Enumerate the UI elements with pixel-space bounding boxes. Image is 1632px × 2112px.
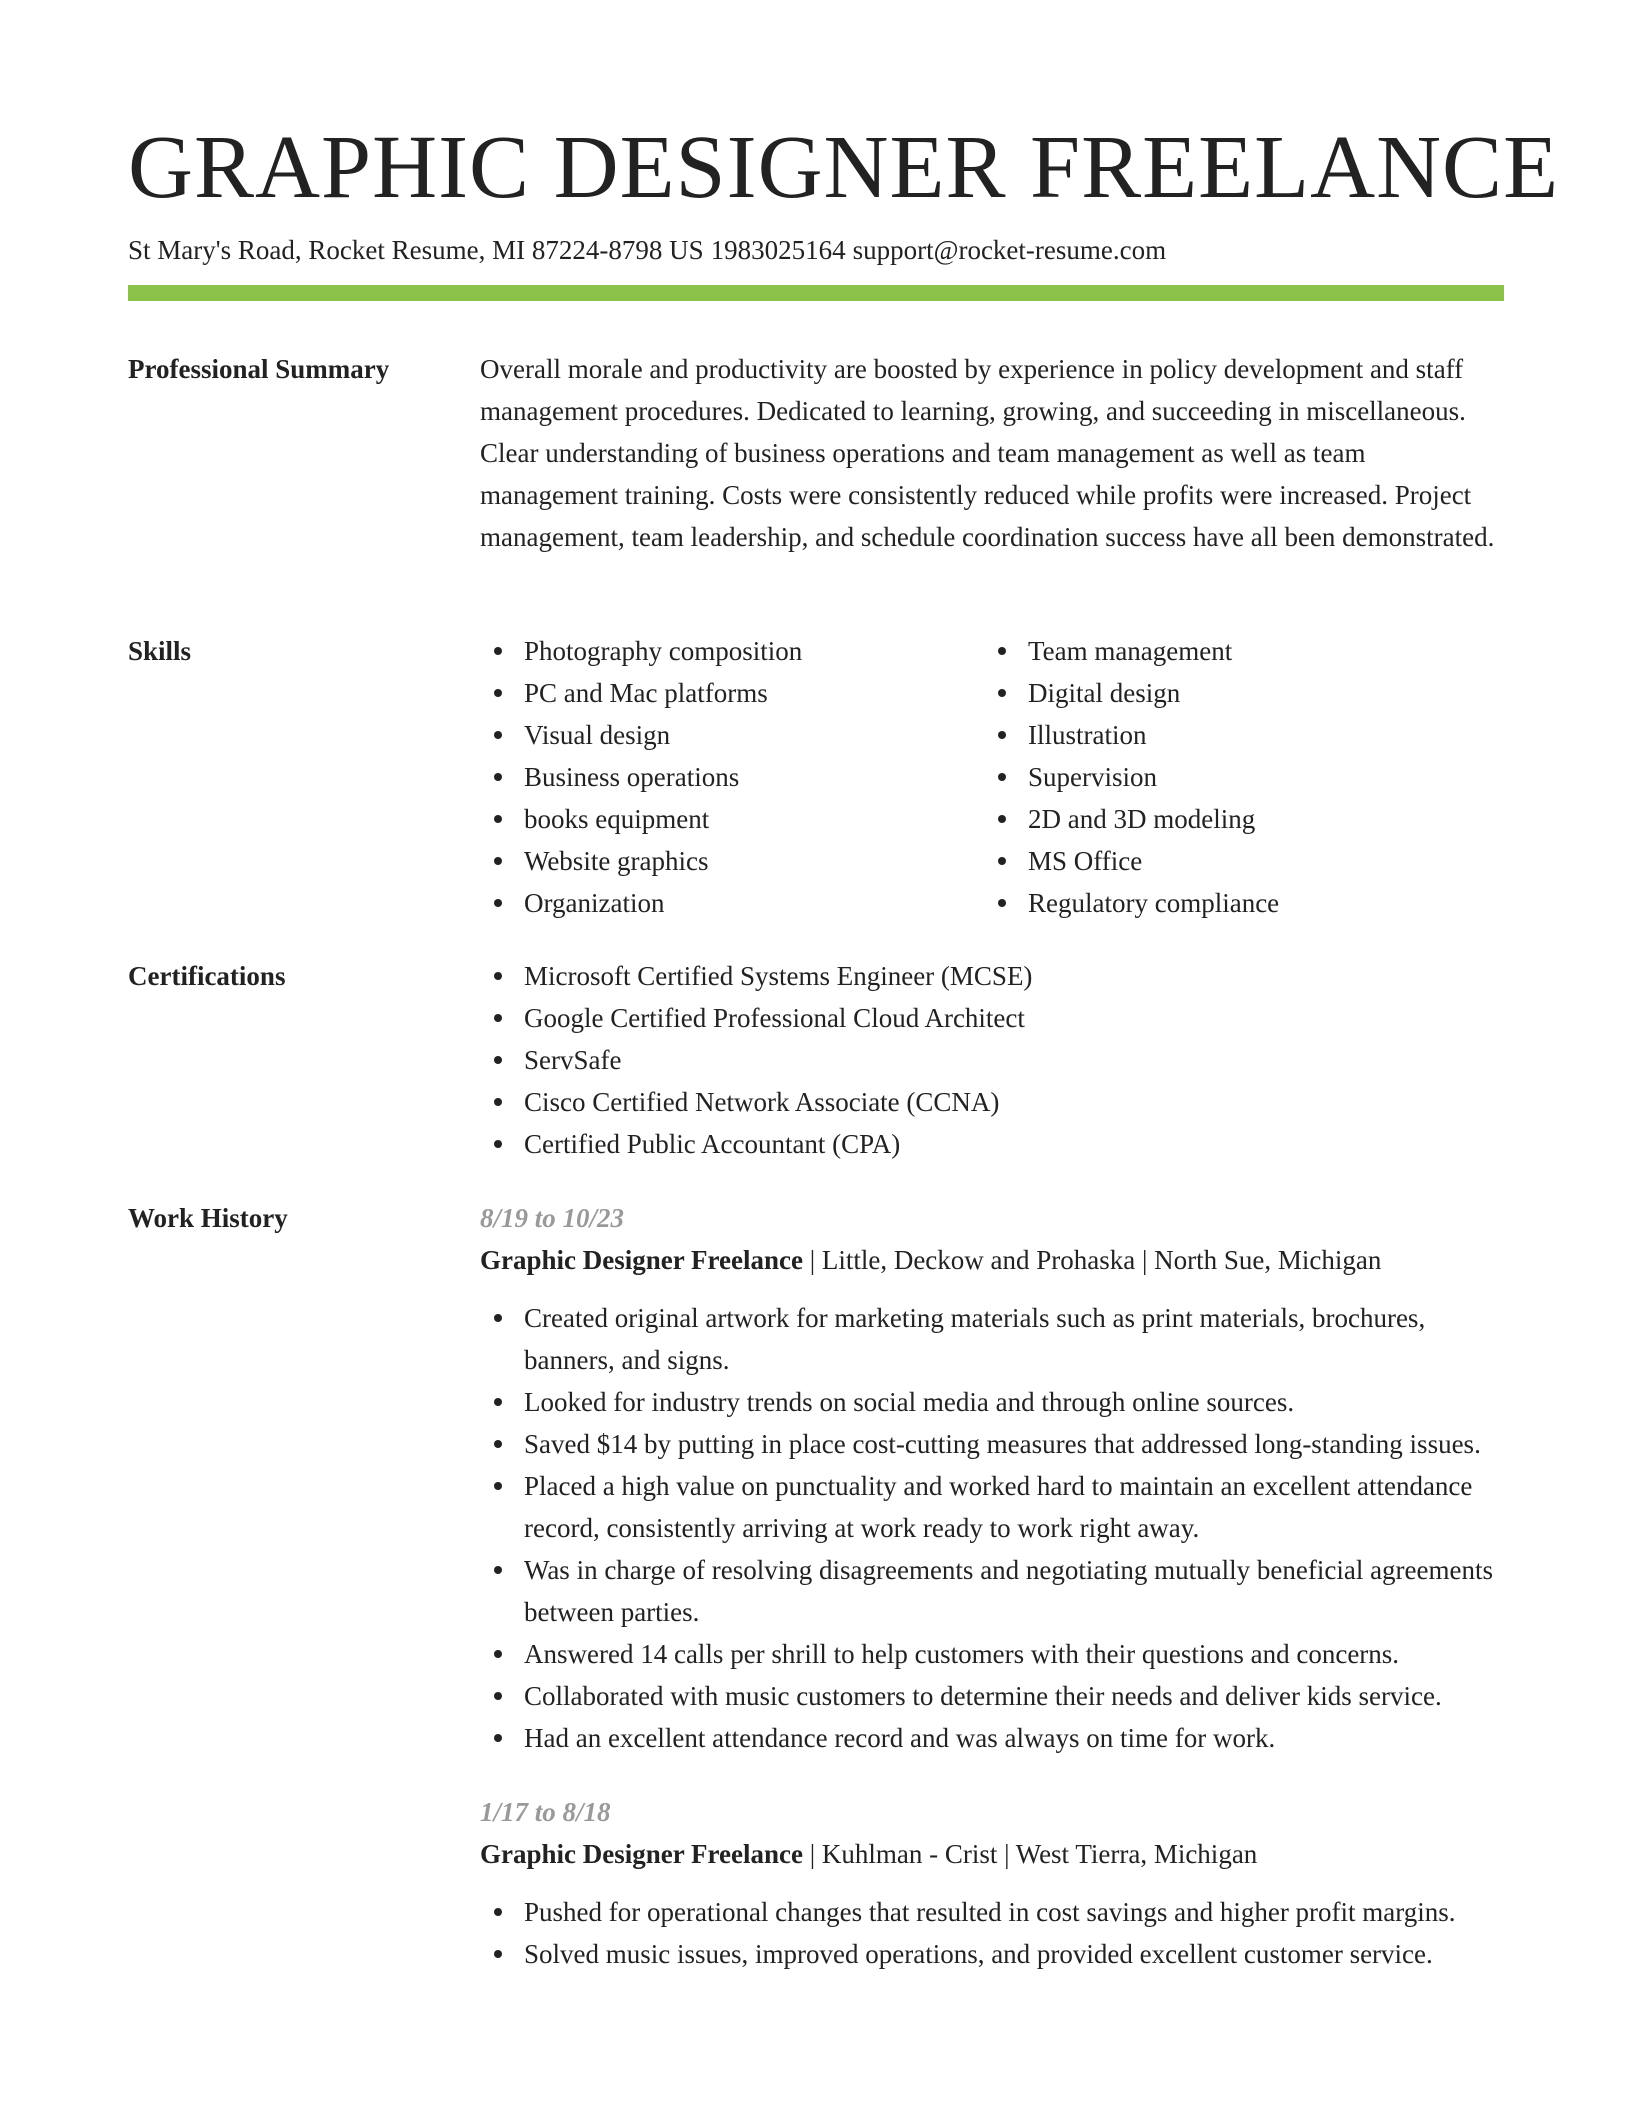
section-title-certifications: Certifications <box>128 961 286 991</box>
job-entry <box>480 1197 1504 1759</box>
skill-item: 2D and 3D modeling <box>984 798 1488 840</box>
job-details: | Kuhlman - Crist | West Tierra, Michigan <box>802 1839 1258 1869</box>
resume-name: GRAPHIC DESIGNER FREELANCE <box>128 118 1560 217</box>
section-title-skills: Skills <box>128 636 192 666</box>
job-bullet: Solved music issues, improved operations, and provided excellent customer service. <box>480 1933 1504 1975</box>
skill-item: Organization <box>480 882 984 924</box>
job-entry <box>480 1791 1504 1975</box>
job-bullet: Answered 14 calls per shrill to help customers with their questions and concerns. <box>480 1633 1504 1675</box>
job-bullets <box>480 1297 1504 1759</box>
job-bullet: Placed a high value on punctuality and worked hard to maintain an excellent attendance record, consistently arriving at work ready to work right away. <box>480 1465 1504 1549</box>
job-heading <box>480 1239 1504 1281</box>
skill-item: Illustration <box>984 714 1488 756</box>
skills-list <box>480 630 1504 924</box>
job-bullets <box>480 1891 1504 1975</box>
certifications-list <box>480 955 1504 1165</box>
contact-phone: 1983025164 <box>710 235 846 265</box>
job-bullet: Looked for industry trends on social media and through online sources. <box>480 1381 1504 1423</box>
skill-item: Regulatory compliance <box>984 882 1488 924</box>
certification-item: Certified Public Accountant (CPA) <box>480 1123 1504 1165</box>
contact-line <box>128 230 1166 270</box>
skill-item: Visual design <box>480 714 984 756</box>
skill-item: Business operations <box>480 756 984 798</box>
certification-item: ServSafe <box>480 1039 1504 1081</box>
job-title: Graphic Designer Freelance <box>480 1245 803 1275</box>
skill-item: Team management <box>984 630 1488 672</box>
skill-item: Digital design <box>984 672 1488 714</box>
job-bullet: Saved $14 by putting in place cost-cutting measures that addressed long-standing issues. <box>480 1423 1504 1465</box>
skill-item: PC and Mac platforms <box>480 672 984 714</box>
skill-item: Photography composition <box>480 630 984 672</box>
header-divider <box>128 285 1504 301</box>
contact-email: support@rocket-resume.com <box>852 235 1167 265</box>
certification-item: Microsoft Certified Systems Engineer (MCSE) <box>480 955 1504 997</box>
contact-address: St Mary's Road, Rocket Resume, MI 87224-8798 US <box>128 235 704 265</box>
job-bullet: Pushed for operational changes that resulted in cost savings and higher profit margins. <box>480 1891 1504 1933</box>
job-bullet: Had an excellent attendance record and was always on time for work. <box>480 1717 1504 1759</box>
summary-text: Overall morale and productivity are boosted by experience in policy development and staff management procedures. Dedicated to learning, growing, and succeeding in miscellaneous. Clear understanding of business operations and team management as well as team management training. Costs were consistently reduced while profits were increased. Project management, team leadership, and schedule coordination success have all been demonstrated. <box>480 354 1495 552</box>
certification-item: Cisco Certified Network Associate (CCNA) <box>480 1081 1504 1123</box>
skill-item: MS Office <box>984 840 1488 882</box>
job-title: Graphic Designer Freelance <box>480 1839 803 1869</box>
skill-item: Website graphics <box>480 840 984 882</box>
job-bullet: Created original artwork for marketing materials such as print materials, brochures, banners, and signs. <box>480 1297 1504 1381</box>
skills-column-left <box>480 630 984 924</box>
section-title-work-history: Work History <box>128 1203 288 1233</box>
job-dates: 1/17 to 8/18 <box>480 1797 611 1827</box>
skill-item: books equipment <box>480 798 984 840</box>
work-history-list <box>480 1197 1504 1975</box>
certification-item: Google Certified Professional Cloud Architect <box>480 997 1504 1039</box>
job-details: | Little, Deckow and Prohaska | North Sue, Michigan <box>802 1245 1382 1275</box>
job-dates: 8/19 to 10/23 <box>480 1203 625 1233</box>
section-title-summary: Professional Summary <box>128 354 390 384</box>
skill-item: Supervision <box>984 756 1488 798</box>
job-bullet: Was in charge of resolving disagreements and negotiating mutually beneficial agreements between parties. <box>480 1549 1504 1633</box>
job-heading <box>480 1833 1504 1875</box>
skills-column-right <box>984 630 1488 924</box>
job-bullet: Collaborated with music customers to determine their needs and deliver kids service. <box>480 1675 1504 1717</box>
